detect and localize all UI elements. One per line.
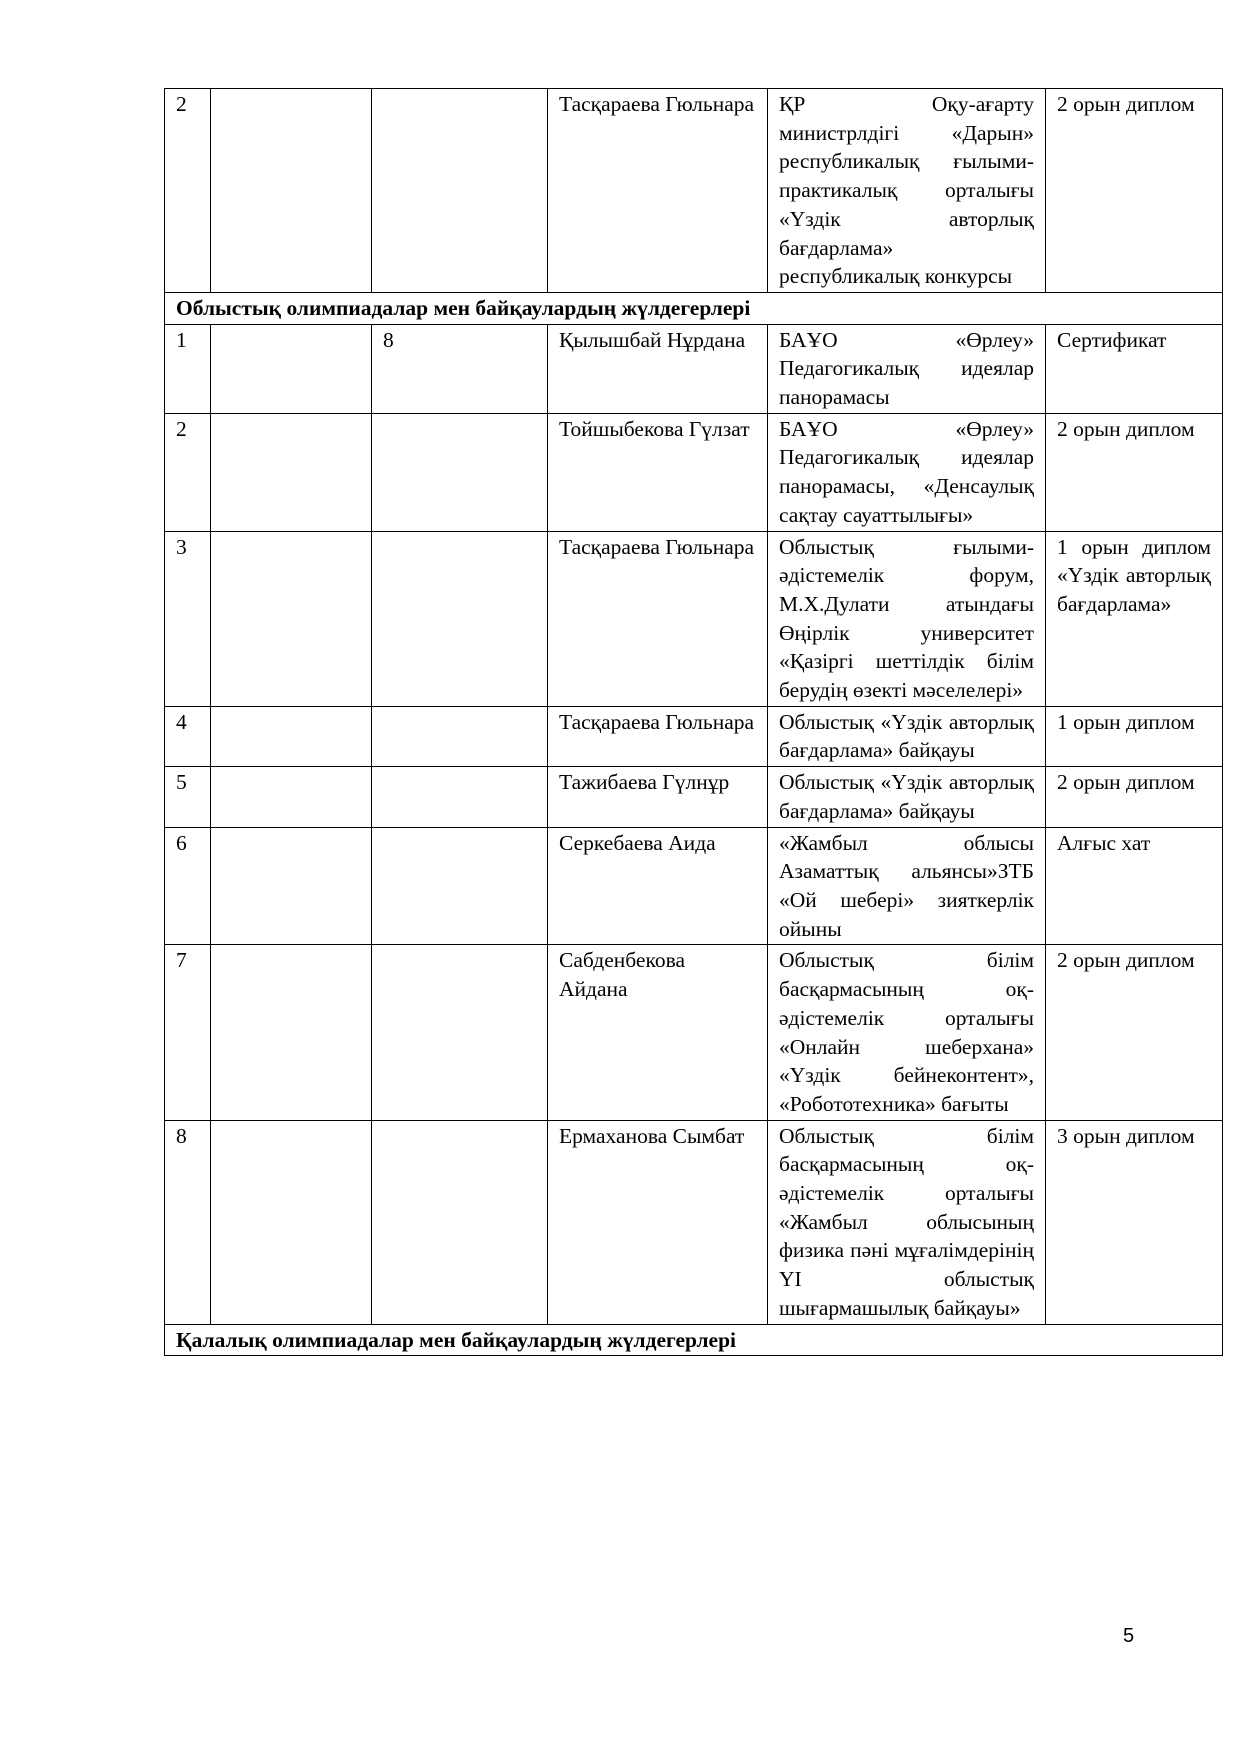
awards-table-body [165,89,1223,1356]
student-name-cell: Тасқараева Гюльнара [548,89,768,293]
student-name-cell: Тасқараева Гюльнара [548,706,768,766]
table-row [165,531,1223,706]
student-name-cell: Ермаханова Сымбат [548,1120,768,1324]
table-row [165,767,1223,827]
row-number-cell: 3 [165,531,211,706]
empty-cell [211,945,372,1120]
table-row [165,324,1223,413]
result-cell: 2 орын диплом [1046,767,1223,827]
table-row [165,945,1223,1120]
grade-cell: 8 [372,324,548,413]
grade-cell [372,767,548,827]
table-row [165,706,1223,766]
row-number-cell: 1 [165,324,211,413]
result-cell: 2 орын диплом [1046,89,1223,293]
student-name-cell: Қылышбай Нұрдана [548,324,768,413]
grade-cell [372,945,548,1120]
empty-cell [211,1120,372,1324]
section-heading-regional: Облыстық олимпиадалар мен байқаулардың жүлдегерлері [165,292,1223,324]
row-number-cell: 7 [165,945,211,1120]
result-cell: 1 орын диплом [1046,706,1223,766]
event-cell: Облыстық білім басқармасының оқ-әдістемелік орталығы «Жамбыл облысының физика пәні мұғалімдерінің YI облыстық шығармашылық байқауы» [768,1120,1046,1324]
event-cell: «Жамбыл облысы Азаматтық альянсы»ЗТБ «Ой шебері» зияткерлік ойыны [768,827,1046,945]
grade-cell [372,531,548,706]
event-cell: Облыстық білім басқармасының оқ-әдістемелік орталығы «Онлайн шеберхана» «Үздік бейнеконтент», «Робототехника» бағыты [768,945,1046,1120]
event-cell: ҚР Оқу-ағарту министрлдігі «Дарын» республикалық ғылыми-практикалық орталығы «Үздік авторлық бағдарлама» республикалық конкурсы [768,89,1046,293]
empty-cell [211,89,372,293]
student-name-cell: Тойшыбекова Гүлзат [548,413,768,531]
empty-cell [211,324,372,413]
result-cell: 2 орын диплом [1046,945,1223,1120]
table-row [165,89,1223,293]
grade-cell [372,1120,548,1324]
section-row [165,292,1223,324]
row-number-cell: 2 [165,89,211,293]
grade-cell [372,413,548,531]
row-number-cell: 2 [165,413,211,531]
event-cell: Облыстық «Үздік авторлық бағдарлама» байқауы [768,706,1046,766]
result-cell: 2 орын диплом [1046,413,1223,531]
grade-cell [372,827,548,945]
section-row [165,1324,1223,1356]
empty-cell [211,827,372,945]
table-row [165,1120,1223,1324]
grade-cell [372,89,548,293]
empty-cell [211,531,372,706]
page-number: 5 [1123,1625,1135,1647]
student-name-cell: Тасқараева Гюльнара [548,531,768,706]
section-heading-city: Қалалық олимпиадалар мен байқаулардың жүлдегерлері [165,1324,1223,1356]
result-cell: 3 орын диплом [1046,1120,1223,1324]
empty-cell [211,706,372,766]
row-number-cell: 4 [165,706,211,766]
student-name-cell: Сабденбекова Айдана [548,945,768,1120]
table-row [165,413,1223,531]
row-number-cell: 6 [165,827,211,945]
event-cell: БАҰО «Өрлеу» Педагогикалық идеялар панорамасы, «Денсаулық сақтау сауаттылығы» [768,413,1046,531]
table-row [165,827,1223,945]
event-cell: Облыстық «Үздік авторлық бағдарлама» байқауы [768,767,1046,827]
event-cell: Облыстық ғылыми-әдістемелік форум, М.Х.Дулати атындағы Өңірлік университет «Қазіргі шеттілдік білім берудің өзекті мәселелері» [768,531,1046,706]
result-cell: Сертификат [1046,324,1223,413]
row-number-cell: 8 [165,1120,211,1324]
empty-cell [211,767,372,827]
awards-table [164,88,1223,1356]
row-number-cell: 5 [165,767,211,827]
result-cell: 1 орын диплом «Үздік авторлық бағдарлама» [1046,531,1223,706]
result-cell: Алғыс хат [1046,827,1223,945]
student-name-cell: Тажибаева Гүлнұр [548,767,768,827]
empty-cell [211,413,372,531]
student-name-cell: Серкебаева Аида [548,827,768,945]
event-cell: БАҰО «Өрлеу» Педагогикалық идеялар панорамасы [768,324,1046,413]
grade-cell [372,706,548,766]
